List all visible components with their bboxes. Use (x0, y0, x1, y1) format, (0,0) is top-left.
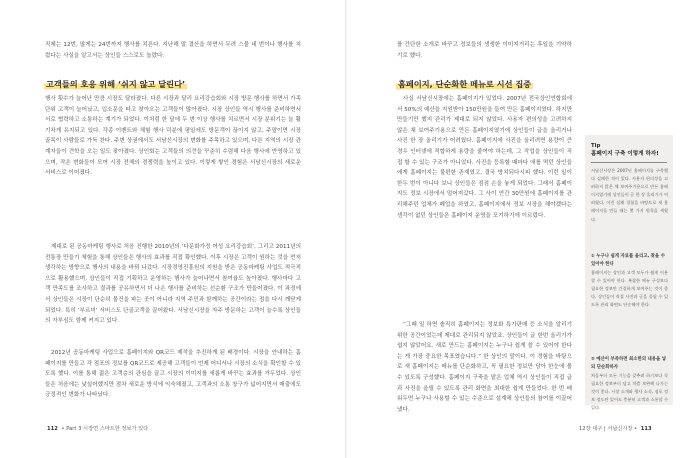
running-title: Part 3 시장연 스마트한 정보가 있다 (66, 426, 149, 432)
footer-divider: • (61, 426, 65, 432)
page-footer (45, 425, 148, 433)
tip-label: Tip (591, 143, 601, 149)
intro-paragraph: 직제는 12번, 많게는 24번까지 행사를 치른다. 지난해 말 결산을 하면서 무려 스물 네 번이나 행사를 치렀다는 사실을 알고서는 상인들 스스로도 놀랐다. (45, 42, 301, 59)
tip-point-title: ② 예산이 부족하면 최소한의 내용을 넣되 단순화하자 (591, 357, 666, 371)
footer-divider: • (634, 426, 638, 432)
tip-divider (591, 162, 667, 163)
body-paragraph: 제대로 된 공동마케팅 행사로 처음 진행한 2010년의 ‘다문화가정 여성 요리강습회’, 그리고 2011년의 전통장 만들기 체험을 통해 상인들은 행사의 효과를 직접 확인했다. 이후 시장은 고객이 원하는 것을 먼저 생각하는 방향으로 행사의 내용을 바꿔 나갔다. 시장경영진흥원의 지원을 받은 공동마케팅 사업도 적극적으로 활용했으며, 상인들이 직접 기획하고 운영하는 행사가 늘어나면서 참여율도 높아졌다. 행사마다 고객 만족도를 조사하고 결과를 공유하면서 더 나은 행사를 준비하는 선순환 구조가 만들어졌다. 이 과정에서 상인들은 시장이 단순히 물건을 파는 곳이 아니라 지역 주민과 함께하는 공간이라는 점을 다시 깨닫게 되었다. 특히 ‘부르미’ 서비스도 단골고객을 끌어왔다. 서남신시장을 자주 방문하는 고객이 늘수록 상인들의 자부심도 함께 커지고 있다. (45, 244, 301, 325)
running-title: 12장 대구 | 서남신시장 (579, 426, 633, 432)
page-number: 113 (640, 426, 652, 432)
tip-intro: 서남신시장은 2007년 홈페이지를 구축했다 실패한 적이 있다. 사용자 편의성을 고려하지 않은 채 보여주기용으로 만든 홈페이지였기에 상인들이 글 한 장 올리기가 어려웠다. 이런 실패 경험을 바탕으로 새 홈페이지를 만들 때는 몇 가지 원칙을 세웠다. (591, 168, 668, 222)
body-paragraph: 2012년 공동마케팅 사업으로 홈페이지와 QR코드 제작을 추진하게 된 배경이다. 시장을 안내하는 홈페이지를 만들고 각 점포의 정보를 QR코드로 제공해 고객들이 언제 어디서나 시장의 소식을 확인할 수 있도록 했다. 이를 통해 젊은 고객층의 관심을 끌고 시장의 이미지를 새롭게 바꾸는 효과를 거두었다. 상인들은 처음에는 낯설어했지만 점차 새로운 방식에 익숙해졌고, 고객과의 소통 창구가 넓어지면서 매출에도 긍정적인 변화가 나타났다. (45, 350, 301, 399)
page-number: 112 (47, 426, 58, 432)
body-paragraph: 행사 횟수가 늘어난 만큼 시장도 달라졌다. 다른 시장과 달리 요리강습회와 시장 방문 행사를 하면서 가족 단위 고객이 늘어났고, 입소문을 타고 찾아오는 고객들이 많아졌다. 시장 상인들 역시 행사를 준비하면서 서로 협력하고 소통하는 계기가 되었다. 이처럼 한 달에 두 번 이상 행사를 치르면서 시장 분위기는 늘 활기차게 유지되고 있다. 각종 이벤트와 체험 행사 덕분에 평일에도 방문객이 끊이지 않고, 주말이면 시장 골목이 사람들로 가득 찬다. 주변 상권에서도 서남신시장의 변화를 주목하고 있으며, 다른 지역의 시장 관계자들이 견학을 오는 일도 잦아졌다. 상인회는 고객들의 의견을 꾸준히 수렴해 다음 행사에 반영하고 있으며, 작은 변화들이 모여 시장 전체의 경쟁력을 높이고 있다. 이렇게 쌓인 경험은 서남신시장의 새로운 서비스로 이어졌다. (45, 96, 301, 177)
tip-title: 홈페이지 구축 이렇게 하자! (591, 151, 659, 157)
tip-point-text: 홈페이지는 상인과 고객 모두가 쉽게 이용할 수 있어야 한다. 복잡한 메뉴 구성보다 필요한 정보만 간결하게 보여주는 것이 좋다. 상인들이 직접 사진과 글을 올릴 수 있도록 관리 화면도 단순해야 한다. (591, 270, 668, 308)
page-footer (579, 425, 654, 433)
body-paragraph: 사실 서남신시장에는 홈페이지가 있었다. 2007년 전국상인연합회에서 50%의 예산을 지원받아 150만원을 들여 만든 홈페이지였다. 하지만 만들기만 했지 관리가 제대로 되지 않았다. 사용자 편의성을 고려하지 않은 채 보여주기용으로 만든 홈페이지였기에 상인들이 글을 올리거나 사진 한 장 올리기가 어려웠다. 홈페이지에 사진을 올리려면 용량이 큰 경우 인터넷에 적합하게 용량을 줄여야 하는데, 그 작업을 상인들이 직접 할 수 있는 구조가 아니었다. 사진을 등록할 때마다 애를 먹던 상인들에게 홈페이지는 불편한 존재였고, 결국 방치되다시피 했다. 이런 일이 한두 번이 아니다 보니 상인들은 점점 손을 놓게 되었다. 그래서 홈페이지도 정보 시장에서 멀어져갔다. 그 사이 연간 30만원에 홈페이지를 관리해주던 업체가 폐업을 하였고, 홈페이지에서 정보 시장을 해야겠다는 생각이 없던 상인들은 홈페이지 운영을 포기하기에 이르렀다. (397, 96, 573, 219)
left-page (0, 0, 346, 458)
body-paragraph: “그때 일 하면 솔직히 홈페이지는 정보화 특가판매 등 소식을 알리기 위한 공간이었는데 제대로 관리되지 않았죠. 상인들이 글 한번 올리기가 쉽지 않았어요. 새로 만드는 홈페이지는 누구나 쉽게 쓸 수 있어야 한다는 게 가장 중요한 목표였습니다.” 한 상인의 말이다. 이 경험을 바탕으로 새 홈페이지는 메뉴를 단순화하고, 꼭 필요한 정보만 담아 한눈에 볼 수 있도록 구성했다. 홈페이지 구축을 맡은 업체 역시 상인들이 직접 글과 사진을 올릴 수 있도록 관리 화면을 최대한 쉽게 만들었다. 한 번 배워두면 누구나 사용할 수 있는 수준으로 설계해 상인들의 참여를 이끌어냈다. (397, 322, 572, 413)
section-heading: 고객들의 호응 위해 ‘쉬지 않고 달린다’ (46, 79, 186, 89)
tip-point-title: ① 누구나 쉽게 자료를 올리고, 찾을 수 있어야 한다 (591, 254, 665, 268)
intro-paragraph: 를 간단한 소개로 바꾸고 정보들의 생생한 이미지거리는 후일을 기약하기로 했다. (397, 42, 572, 59)
tip-sidebar (585, 135, 673, 411)
tip-point-text: 처음부터 모든 기능을 갖추려 하기보다 꼭 필요한 정보부터 담고 차츰 보완해 나가는 것이 좋다. 시장 소개와 행사 소식, 점포 정보 정도만 있어도 충분히 고객과 소통할 수 있다. (591, 373, 668, 411)
section-heading: 홈페이지, 단순화한 메뉴로 시선 집중 (398, 79, 532, 89)
